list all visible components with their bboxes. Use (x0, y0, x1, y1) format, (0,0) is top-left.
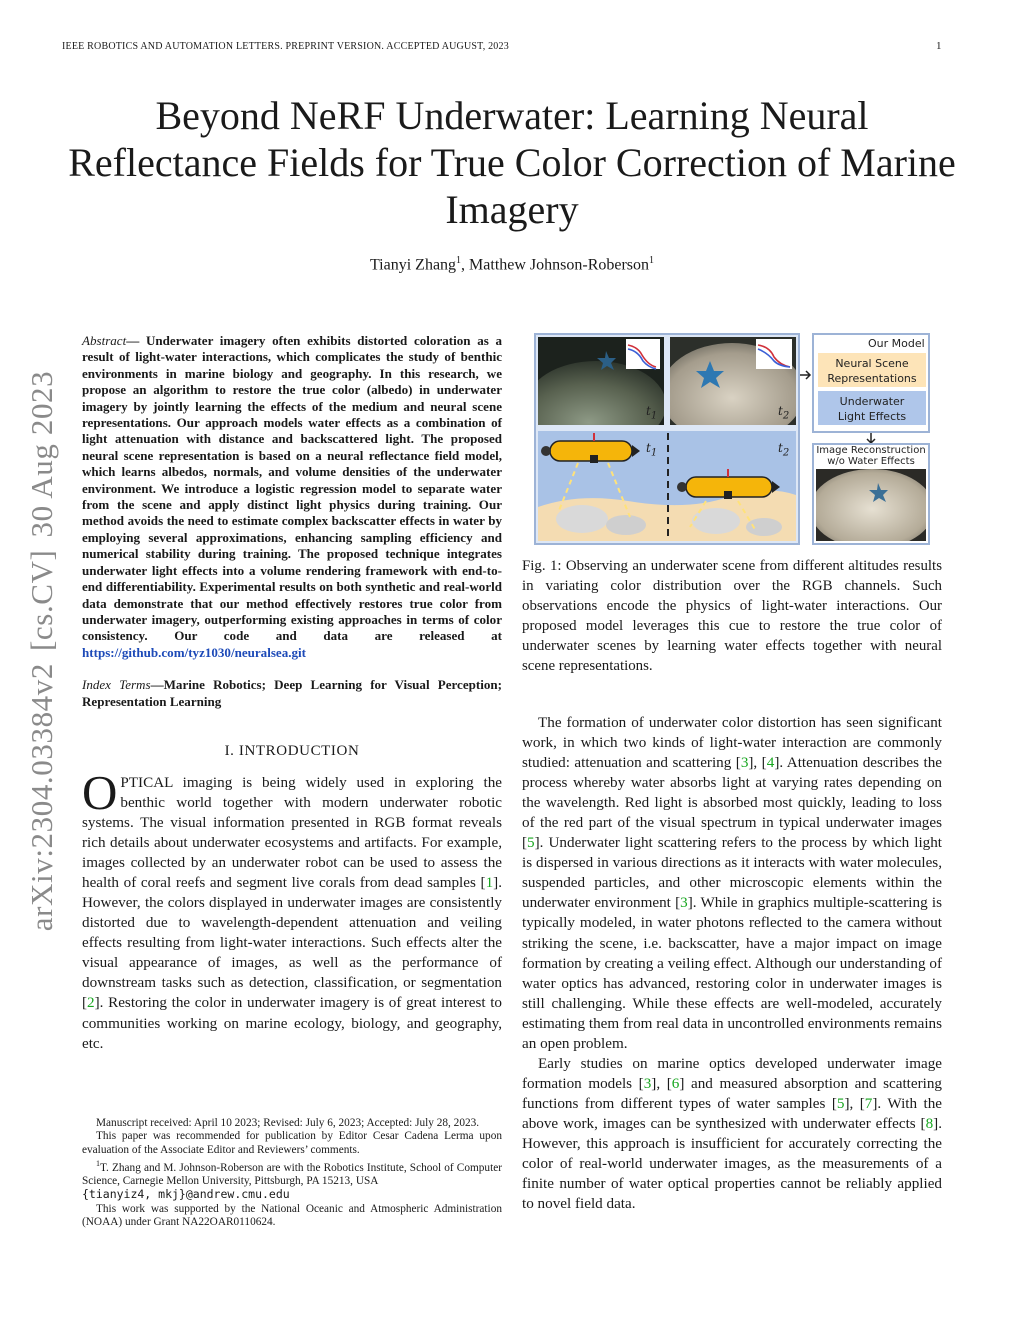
footnote-email: {tianyiz4, mkj}@andrew.cmu.edu (82, 1187, 290, 1202)
citation-link[interactable]: 8 (925, 1114, 934, 1132)
citation-link[interactable]: 6 (671, 1074, 680, 1092)
citation-link[interactable]: 5 (836, 1094, 845, 1112)
body-paragraph: The formation of underwater color distortion has seen significant work, in which two kinds of light-water interaction are commonly studied: attenuation and scattering [3], [4]. Attenuation describes the process whereby water absorbs light at varying rates depending on the wavelength. Red light is absorbed most quickly, leading to loss of the red part of the visual spectrum in typical underwater images [5]. Underwater light scattering refers to the process by which light is dispersed in various directions as it interacts with water molecules, suspended particles, and other microscopic elements within the underwater environment [3]. While in graphics multiple-scattering is typically modeled, in water photons reflected to the camera without striking the scene, i.e. backscatter, have a major impact on image formation by creating a veiling effect. Although our understanding of water optics has advanced, restoring color in underwater images is still challenging. While these effects are well-modeled, accurately estimating them from real data in uncontrolled environments remains an open problem. (522, 714, 942, 1052)
footnote-affiliation: $^1$T. Zhang and M. Johnson-Roberson are with the Robotics Institute, School of Computer Science, Carnegie Mellon University, Pittsburgh, PA 15213, USA (82, 1158, 502, 1187)
arxiv-date: 30 Aug 2023 (24, 370, 59, 538)
affiliation-mark: 1 (649, 255, 655, 266)
section-heading: I. INTRODUCTION (224, 742, 360, 759)
left-column (82, 333, 502, 1054)
index-terms-label: Index Terms (82, 677, 151, 693)
abstract: Abstract— Underwater imagery often exhibits distorted coloration as a result of light-water interactions, which complicates the study of benthic environments in marine biology and geography. In this research, we propose an algorithm to restore the true color (albedo) in underwater imagery by jointly learning the effects of the medium and neural scene representations. Our approach models water effects as a combination of light attenuation with distance and backscattered light. The proposed neural scene representation is based on a neural reflectance field model, which learns albedos, normals, and volume densities of the underwater environment. We introduce a logistic regression model to separate water from the scene and apply distinct light physics during training. Our method avoids the need to estimate complex backscatter effects in water by employing several approximations, enhancing sampling efficiency and numerical stability during training. The proposed technique integrates underwater light effects into a volume rendering framework with end-to-end differentiability. Experimental results on both synthetic and real-world data demonstrate that our method effectively restores true color from underwater imagery, outperforming existing approaches in terms of color consistency. Our code and data are released at https://github.com/tyz1030/neuralsea.git (82, 333, 503, 660)
reconstruction-label: Image Reconstruction w/o Water Effects (816, 445, 926, 467)
footnotes (82, 1117, 502, 1229)
footnote-manuscript: Manuscript received: April 10 2023; Revised: July 6, 2023; Accepted: July 28, 2023. (96, 1117, 480, 1129)
affiliation-mark: 1 (456, 255, 462, 266)
time-label-t2: $t_2$ (778, 404, 790, 422)
right-column (522, 713, 942, 1214)
citation-link[interactable]: 5 (527, 834, 535, 852)
time-label-t2: $t_2$ (778, 441, 790, 459)
abstract-label: Abstract (82, 333, 127, 348)
code-link[interactable]: https://github.com/tyz1030/neuralsea.git (82, 644, 306, 660)
citation-link[interactable]: 2 (87, 994, 95, 1012)
water-effects-block: Underwater Light Effects (818, 391, 926, 425)
drop-cap: O (82, 764, 118, 820)
reconstructed-image (816, 469, 926, 541)
time-label-t1: $t_1$ (646, 404, 658, 422)
arxiv-stamp (24, 359, 60, 932)
citation-link[interactable]: 3 (643, 1074, 652, 1092)
footnote-funding: This work was supported by the National Oceanic and Atmospheric Administration (NOAA) under Grant NA22OAR0110624. (82, 1202, 502, 1228)
figure-1 (534, 333, 930, 545)
author-name: Matthew Johnson-Roberson (469, 256, 650, 274)
abstract-text: Underwater imagery often exhibits distorted coloration as a result of light-water interactions, which complicates the study of benthic environments in marine biology and geography. In this research, we propose an algorithm to restore the true color (albedo) in underwater imagery by jointly learning the effects of the medium and neural scene representations. Our approach models water effects as a combination of light attenuation with distance and backscattered light. The proposed neural scene representation is based on a neural reflectance field model, which learns albedos, normals, and volume densities of the underwater environment. We introduce a logistic regression model to separate water from the scene and apply distinct light physics during training. Our method avoids the need to estimate complex backscatter effects in water by employing several approximations, enhancing sampling efficiency and numerical stability during training. The proposed technique integrates underwater light effects into a volume rendering framework with end-to-end differentiability. Experimental results on both synthetic and real-world data demonstrate that our method effectively restores true color from underwater imagery, outperforming existing approaches in terms of color consistency. Our code and data are released at (82, 333, 503, 644)
index-terms: Index Terms—Marine Robotics; Deep Learning for Visual Perception; Representation Learning (82, 677, 502, 709)
arxiv-id: arXiv:2304.03384v2 (24, 663, 59, 932)
citation-link[interactable]: 1 (485, 874, 494, 892)
intro-paragraph: OPTICAL imaging is being widely used in exploring the benthic world together with modern underwater robotic systems. The visual information presented in RGB format reveals rich details about underwater ecosystems and artifacts. For example, images collected by an underwater robot can be used to assess the health of coral reefs and segment live corals from dead samples [1]. However, the colors displayed in underwater images are consistently distorted due to wavelength-dependent attenuation and veiling effects resulting from light-water interactions. Such effects alter the visual appearance of images, as well as the performance of downstream tasks such as detection, classification, or segmentation [2]. Restoring the color in underwater imagery is of great interest to communities working on marine ecology, biology, and geography, etc. (82, 764, 502, 1052)
robot-illustration (538, 431, 796, 541)
figure-caption: Fig. 1: Observing an underwater scene from different altitudes results in variating color distribution over the RGB channels. Such observations encode the physics of light-water interactions. Our proposed model leverages this cue to restore the true color of underwater scenes by learning water effects together with neural scene representations. (522, 558, 942, 674)
footnote-editor: This paper was recommended for publication by Editor Cesar Cadena Lerma upon evaluation of the Associate Editor and Reviewers’ comments. (82, 1130, 502, 1156)
author-name: Tianyi Zhang (369, 256, 457, 274)
time-label-t1: $t_1$ (646, 441, 658, 459)
body-paragraph: Early studies on marine optics developed underwater image formation models [3], [6] and measured absorption and scattering functions from different types of water samples [5], [7]. With the above work, images can be synthesized with underwater effects [8]. However, this approach is insufficient for accurately correcting the color of real-world underwater images, as the measurements of a finite number of water optical properties cannot be reliably applied to novel field data. (522, 1054, 943, 1213)
neural-scene-block: Neural Scene Representations (818, 353, 926, 387)
page-number: 1 (936, 40, 942, 52)
our-model-label: Our Model (868, 337, 925, 350)
citation-link[interactable]: 3 (680, 894, 688, 912)
citation-link[interactable]: 4 (766, 754, 775, 772)
arxiv-category: [cs.CV] (24, 549, 59, 652)
author-list: Tianyi Zhang$^1$, Matthew Johnson-Roberson$^1$ (369, 255, 655, 274)
paper-title: Beyond NeRF Underwater: Learning Neural Reflectance Fields for True Color Correction of Marine Imagery (68, 93, 956, 232)
citation-link[interactable]: 7 (864, 1094, 873, 1112)
citation-link[interactable]: 3 (740, 754, 749, 772)
running-header: IEEE ROBOTICS AND AUTOMATION LETTERS. PREPRINT VERSION. ACCEPTED AUGUST, 2023 (62, 41, 509, 52)
